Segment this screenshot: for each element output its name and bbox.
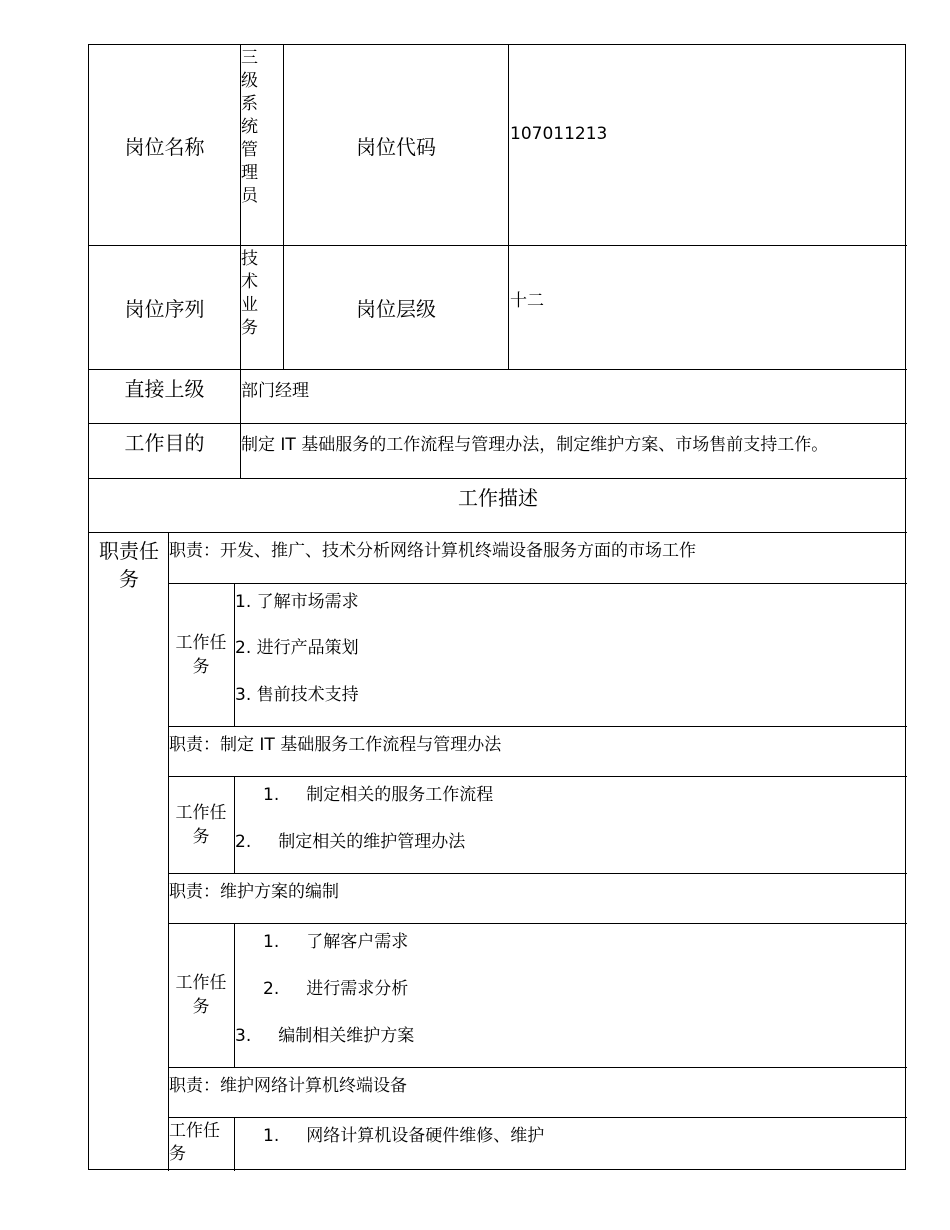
post-name-label: 岗位名称 [124,134,205,159]
task-label-1: 工作任务 [175,632,227,677]
description-title: 工作描述 [458,486,538,510]
task-label-4: 工作任务 [169,1121,220,1164]
superior-value: 部门经理 [241,381,309,401]
row-divider [168,1117,907,1118]
row-divider [168,1067,907,1068]
task-1-2: 2. 进行产品策划 [235,638,359,658]
superior-label: 直接上级 [124,377,205,401]
col-divider [508,45,509,369]
row-divider [89,478,907,479]
duties-label: 职责任务 [99,539,159,591]
row-divider [168,726,907,727]
task-2-2: 2. 制定相关的维护管理办法 [235,832,466,852]
task-1-3: 3. 售前技术支持 [235,685,359,705]
task-label-3: 工作任务 [175,973,227,1017]
duty-3: 职责：维护方案的编制 [169,882,339,902]
duty-2: 职责：制定 IT 基础服务工作流程与管理办法 [169,735,502,755]
task-4-1: 1. 网络计算机设备硬件维修、维护 [263,1126,545,1146]
row-divider [89,532,907,533]
col-divider [234,776,235,873]
duty-4: 职责：维护网络计算机终端设备 [169,1076,407,1096]
post-name-value: 三级系统管理员 [241,48,258,206]
task-3-1: 1. 了解客户需求 [263,932,409,952]
post-level-value: 十二 [510,291,544,311]
post-series-label: 岗位序列 [124,296,205,321]
row-divider [89,369,907,370]
post-level-label: 岗位层级 [356,296,436,321]
purpose-value: 制定 IT 基础服务的工作流程与管理办法，制定维护方案、市场售前支持工作。 [241,435,829,455]
task-2-1: 1. 制定相关的服务工作流程 [263,785,494,805]
post-series-value: 技术业务 [241,249,258,338]
task-3-3: 3. 编制相关维护方案 [235,1026,415,1046]
row-divider [168,873,907,874]
post-code-value: 107011213 [510,124,608,144]
purpose-label: 工作目的 [124,431,205,455]
row-divider [168,583,907,584]
task-label-2: 工作任务 [175,802,227,847]
task-3-2: 2. 进行需求分析 [263,979,409,999]
row-divider [89,423,907,424]
task-1-1: 1. 了解市场需求 [235,592,359,612]
row-divider [168,776,907,777]
post-code-label: 岗位代码 [356,134,436,159]
duty-1: 职责：开发、推广、技术分析网络计算机终端设备服务方面的市场工作 [169,541,696,561]
job-description-table [88,44,906,1170]
col-divider [234,1117,235,1171]
row-divider [168,923,907,924]
